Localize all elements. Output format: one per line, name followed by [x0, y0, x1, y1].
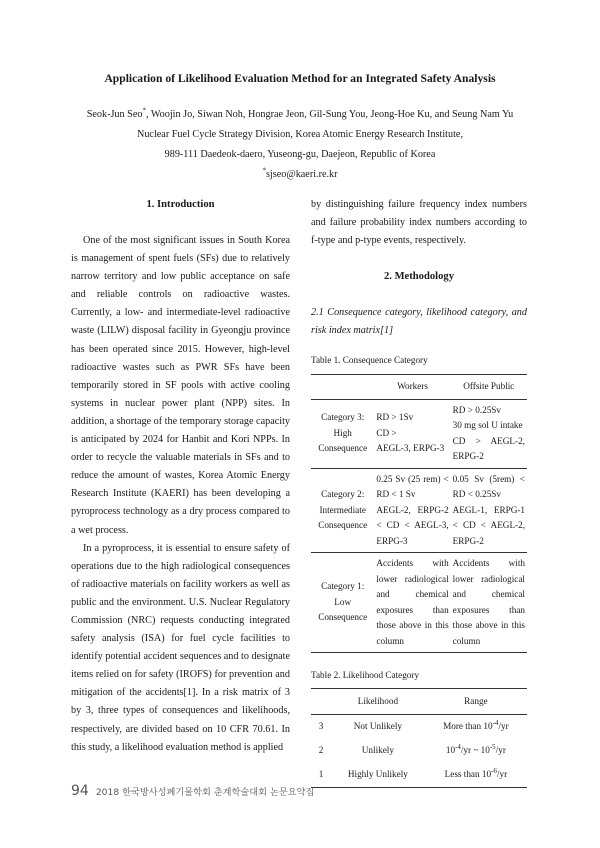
table2-header-range: Range — [425, 689, 527, 715]
public-cell: Accidents with lower radiological and chemical exposures than those above in this column — [452, 558, 525, 646]
author-list: Seok-Jun Seo*, Woojin Jo, Siwan Noh, Hongrae Jeon, Gil-Sung You, Jeong-Hoe Ku, and Seung Nam Yu — [86, 106, 514, 120]
category-cell: Category 2: Intermediate Consequence — [318, 489, 368, 531]
table-row — [311, 553, 527, 653]
category-cell: Category 1: Low Consequence — [318, 581, 368, 623]
workers-cell: 0.25 Sv (25 rem) < RD < 1 Sv AEGL-2, ERPG-2 < CD < AEGL-3, ERPG-3 — [376, 473, 449, 546]
public-cell: 0.05 Sv (5rem) < RD < 0.25Sv AEGL-1, ERPG-1 < CD < AEGL-2, ERPG-2 — [452, 473, 525, 546]
intro-paragraph-2: In a pyroprocess, it is essential to ensure safety of operations due to the high radiological consequences of radioactive materials on facility workers as well as public and the environment. U.S. Nuclear Regulatory Commission (NRC) requests conducting integrated safety analysis (ISA) for fuel cycle facilities to identify potential accident sequences and to designate items relied on for safety (IROFS) for prevention and mitigation of the accidents[1]. In a risk matrix of 3 by 3, three types of consequences and likelihoods, respectively, are divided based on 10 CFR 70.61. In this study, a likelihood evaluation method is applied — [71, 542, 290, 753]
row-number: 2 — [318, 745, 324, 756]
table-row — [311, 468, 527, 553]
intro-paragraph-1: One of the most significant issues in South Korea is management of spent fuels (SFs) due to relatively narrow territory and low public acceptance on safe and reliable controls on radioactive wastes. Currently, a low- and intermediate-level radioactive waste (LILW) disposal facility in Gyeongju province has been operated since 2015. However, high-level radioactive wastes such as PWR SFs have been temporarily stored in SF pools with active cooling systems in nuclear power plant (NPP) sites. In addition, a shortage of the temporary storage capacity is anticipated by 2024 for Hanbit and Kori NPPs. In order to recycle the valuable materials in SFs and to reduce the amount of wastes, Korea Atomic Energy Research Institute (KAERI) has been developing a pyroprocess technology as a dry process compared to a wet process. — [71, 235, 290, 536]
subsection-heading: 2.1 Consequence category, likelihood category, and risk index matrix[1] — [311, 307, 527, 337]
page-number: 94 — [71, 783, 89, 799]
author-block — [0, 105, 600, 185]
table1-header-public: Offsite Public — [451, 374, 527, 399]
table-row — [311, 763, 527, 788]
methodology-heading: 2. Methodology — [383, 271, 455, 283]
category-cell: Category 3: High Consequence — [318, 412, 368, 454]
right-column — [311, 196, 527, 788]
workers-cell: RD > 1Sv CD > AEGL-3, ERPG-3 — [376, 412, 445, 454]
intro-continuation: by distinguishing failure frequency index numbers and failure probability index numbers according to f-type and p-type events, respectively. — [311, 199, 527, 247]
likelihood-name: Highly Unlikely — [331, 763, 425, 788]
affiliation-line-2: 989-111 Daedeok-daero, Yuseong-gu, Daejeon, Republic of Korea — [164, 149, 436, 160]
likelihood-range: More than $10^{-4}/yr$ — [443, 719, 509, 732]
likelihood-name: Not Unlikely — [353, 721, 402, 732]
row-number: 1 — [311, 763, 331, 788]
introduction-heading: 1. Introduction — [146, 199, 215, 210]
affiliation-line-1: Nuclear Fuel Cycle Strategy Division, Korea Atomic Energy Research Institute, — [136, 129, 463, 140]
table1-caption: Table 1. Consequence Category — [311, 355, 428, 366]
workers-cell: Accidents with lower radiological and chemical exposures than those above in this column — [376, 558, 449, 646]
proceedings-title: 2018 한국방사성폐기물학회 춘계학술대회 논문요약집 — [95, 787, 315, 798]
likelihood-range: $10^{-4}/yr$ ~ $10^{-5}/yr$ — [445, 743, 506, 756]
table2-caption: Table 2. Likelihood Category — [311, 670, 420, 681]
table-row — [311, 715, 527, 740]
likelihood-range: Less than $10^{-6}/yr$ — [425, 763, 527, 788]
likelihood-name: Unlikely — [361, 745, 394, 756]
table2-header-blank — [311, 689, 331, 715]
corresponding-email: *sjseo@kaeri.re.kr — [262, 166, 338, 180]
table-row — [311, 739, 527, 763]
public-cell: RD > 0.25Sv 30 mg sol U intake CD > AEGL-2, ERPG-2 — [452, 404, 525, 462]
table2-header-likelihood: Likelihood — [331, 689, 425, 715]
page-footer — [71, 780, 314, 799]
table1-header-workers: Workers — [374, 374, 450, 399]
table1-header-blank — [311, 374, 374, 399]
likelihood-table — [311, 688, 527, 788]
row-number: 3 — [318, 721, 324, 732]
left-column — [71, 196, 290, 757]
table-row — [311, 399, 527, 468]
consequence-table — [311, 374, 527, 654]
paper-title: Application of Likelihood Evaluation Method for an Integrated Safety Analysis — [104, 72, 496, 85]
